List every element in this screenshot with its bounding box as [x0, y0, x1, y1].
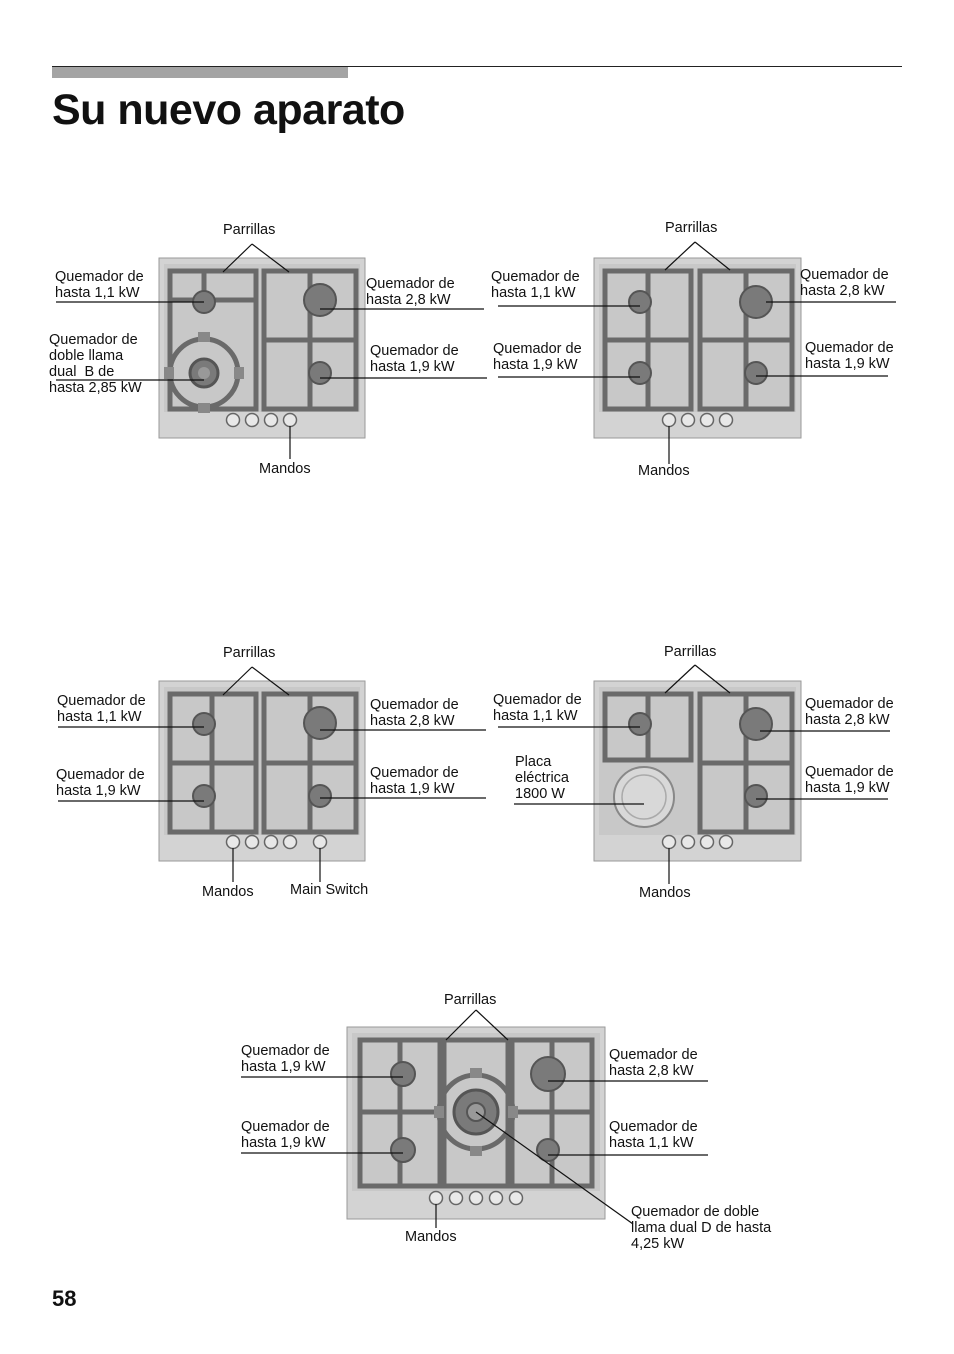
- fig1-mandos-label: Mandos: [259, 461, 311, 477]
- fig1-burner-2-8kw-label: Quemador de hasta 2,8 kW: [366, 276, 455, 308]
- fig4-electric-plate-label: Placa eléctrica 1800 W: [515, 754, 569, 802]
- page-title: Su nuevo aparato: [52, 86, 405, 134]
- fig2-burner-1-9kw-right-label: Quemador de hasta 1,9 kW: [805, 340, 894, 372]
- fig1-burner-1-1kw-label: Quemador de hasta 1,1 kW: [55, 269, 144, 301]
- fig1-burner-1-9kw-label: Quemador de hasta 1,9 kW: [370, 343, 459, 375]
- fig3-main-switch-label: Main Switch: [290, 882, 369, 898]
- fig4-burner-2-8kw-label: Quemador de hasta 2,8 kW: [805, 696, 894, 728]
- fig5-burner-1-9kw-bottom-label: Quemador de hasta 1,9 kW: [241, 1119, 330, 1151]
- fig2-mandos-label: Mandos: [638, 463, 690, 479]
- fig2-burner-1-9kw-left-label: Quemador de hasta 1,9 kW: [493, 341, 582, 373]
- fig5-dual-burner-label: Quemador de doble llama dual D de hasta 4,25 kW: [631, 1204, 772, 1252]
- fig5-parrillas-label: Parrillas: [444, 992, 497, 1008]
- fig4-mandos-label: Mandos: [639, 885, 691, 901]
- fig2-burner-1-1kw-label: Quemador de hasta 1,1 kW: [491, 269, 580, 301]
- fig3-burner-1-9kw-left-label: Quemador de hasta 1,9 kW: [56, 767, 145, 799]
- fig4-burner-1-9kw-label: Quemador de hasta 1,9 kW: [805, 764, 894, 796]
- fig4-burner-1-1kw-label: Quemador de hasta 1,1 kW: [493, 692, 582, 724]
- fig4-parrillas-label: Parrillas: [664, 644, 717, 660]
- fig3-burner-1-9kw-right-label: Quemador de hasta 1,9 kW: [370, 765, 459, 797]
- fig3-burner-2-8kw-label: Quemador de hasta 2,8 kW: [370, 697, 459, 729]
- fig3-parrillas-label: Parrillas: [223, 645, 276, 661]
- fig3-burner-1-1kw-label: Quemador de hasta 1,1 kW: [57, 693, 146, 725]
- fig3-mandos-label: Mandos: [202, 884, 254, 900]
- fig1-dual-burner-label: Quemador de doble llama dual B de hasta 2,85 kW: [49, 332, 142, 396]
- fig5-mandos-label: Mandos: [405, 1229, 457, 1245]
- fig2-parrillas-label: Parrillas: [665, 220, 718, 236]
- fig5-burner-1-1kw-label: Quemador de hasta 1,1 kW: [609, 1119, 698, 1151]
- fig1-parrillas-label: Parrillas: [223, 222, 276, 238]
- page-number: 58: [52, 1286, 77, 1311]
- fig5-burner-1-9kw-top-label: Quemador de hasta 1,9 kW: [241, 1043, 330, 1075]
- fig2-burner-2-8kw-label: Quemador de hasta 2,8 kW: [800, 267, 889, 299]
- fig5-burner-2-8kw-label: Quemador de hasta 2,8 kW: [609, 1047, 698, 1079]
